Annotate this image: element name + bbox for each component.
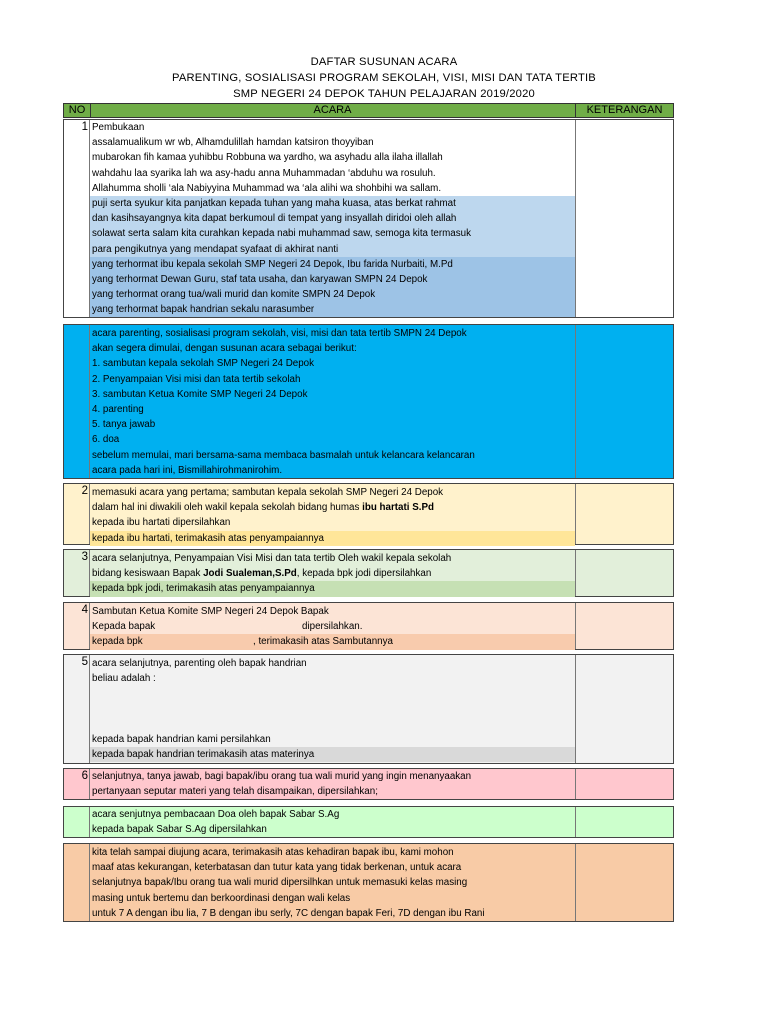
agenda-line: puji serta syukur kita panjatkan kepada tuhan yang maha kuasa, atas berkat rahmat [90,196,575,211]
agenda-line: Allahumma sholli ‘ala Nabiyyina Muhammad wa ‘ala alihi wa shohbihi wa sallam. [90,181,575,196]
agenda-text: dipersilahkan. [302,621,363,633]
keterangan-cell [575,655,673,763]
block-number: 6 [64,769,90,799]
agenda-line: para pengikutnya yang mendapat syafaat di akhirat nanti [90,242,575,257]
agenda-block-6 [63,768,674,800]
block-content [90,326,575,478]
speaker-name: ibu hartati S.Pd [362,502,434,514]
block-number: 3 [64,550,90,596]
title-line-2: PARENTING, SOSIALISASI PROGRAM SEKOLAH, VISI, MISI DAN TATA TERTIB [172,72,596,84]
agenda-line: kepada bapak handrian terimakasih atas materinya [90,747,575,762]
header-no: NO [64,104,91,117]
agenda-line: 3. sambutan Ketua Komite SMP Negeri 24 Depok [92,388,308,400]
agenda-line [90,619,575,634]
block-content [90,551,575,597]
agenda-block-4 [63,602,674,650]
agenda-line [90,634,575,649]
agenda-line: yang terhormat bapak handrian sekalu narasumber [90,302,575,317]
agenda-line: dan kasihsayangnya kita dapat berkumoul di tempat yang insyallah diridoi oleh allah [90,211,575,226]
agenda-line: akan segera dimulai, dengan susunan acara sebagai berikut: [92,343,357,355]
agenda-line: kepada ibu hartati, terimakasih atas penyampaiannya [90,531,575,546]
agenda-line: yang terhormat ibu kepala sekolah SMP Negeri 24 Depok, Ibu farida Nurbaiti, M.Pd [90,257,575,272]
agenda-line: kepada ibu hartati dipersilahkan [92,517,231,529]
agenda-block-5 [63,654,674,764]
block-content [90,845,575,921]
agenda-line: untuk 7 A dengan ibu lia, 7 B dengan ibu serly, 7C dengan bapak Feri, 7D dengan ibu Rani [92,907,485,919]
keterangan-cell [575,325,673,478]
agenda-line: mubarokan fih kamaa yuhibbu Robbuna wa yardho, wa asyhadu alla ilaha illallah [90,150,575,165]
agenda-block-1 [63,119,674,318]
block-content [90,485,575,546]
keterangan-cell [575,807,673,837]
agenda-line: masing untuk bertemu dan berkoordinasi dengan wali kelas [92,892,351,904]
title-line-1: DAFTAR SUSUNAN ACARA [310,56,458,68]
agenda-line: acara parenting, sosialisasi program sekolah, visi, misi dan tata tertib SMPN 24 Depok [92,328,467,339]
agenda-line: yang terhormat orang tua/wali murid dan komite SMPN 24 Depok [90,287,575,302]
table-header [63,103,674,118]
agenda-line: 4. parenting [92,403,144,415]
agenda-block-intro [63,324,674,479]
agenda-line: wahdahu laa syarika lah wa asy-hadu anna Muhammadan ‘abduhu wa rosuluh. [90,166,575,181]
agenda-line: memasuki acara yang pertama; sambutan kepala sekolah SMP Negeri 24 Depok [92,487,444,498]
speaker-name: Jodi Sualeman,S.Pd [203,568,297,580]
agenda-line: Pembukaan [90,120,575,135]
document-title [0,54,768,102]
agenda-line: kepada bapak Sabar S.Ag dipersilahkan [92,824,267,836]
block-content [90,604,575,650]
agenda-line: acara selanjutnya, parenting oleh bapak handrian [92,658,307,669]
keterangan-cell [575,769,673,799]
block-content [90,120,575,317]
agenda-line: maaf atas kekurangan, keterbatasan dan tutur kata yang tidak berkenan, untuk acara [92,862,462,874]
agenda-line: kita telah sampai diujung acara, terimakasih atas kehadiran bapak ibu, kami mohon [92,847,454,858]
block-number: 1 [64,120,90,317]
agenda-line [90,566,575,581]
agenda-line: 5. tanya jawab [92,419,156,431]
keterangan-cell [575,484,673,544]
keterangan-cell [575,844,673,921]
agenda-block-doa [63,806,674,838]
keterangan-cell [575,550,673,596]
agenda-line: yang terhormat Dewan Guru, staf tata usaha, dan karyawan SMPN 24 Depok [90,272,575,287]
block-number [64,844,90,921]
header-keterangan: KETERANGAN [586,104,663,116]
agenda-line: pertanyaan seputar materi yang telah disampaikan, dipersilahkan; [92,786,378,798]
agenda-line: solawat serta salam kita curahkan kepada nabi muhammad saw, semoga kita termasuk [90,226,575,241]
agenda-line: Sambutan Ketua Komite SMP Negeri 24 Depok Bapak [92,606,329,617]
agenda-text: bidang kesiswaan Bapak [92,568,204,580]
block-content [90,656,575,762]
agenda-line: acara senjutnya pembacaan Doa oleh bapak Sabar S.Ag [92,809,340,820]
agenda-text: Kepada bapak [92,621,156,633]
keterangan-cell [575,603,673,649]
agenda-text: kepada bpk [92,636,143,648]
block-content [90,769,575,799]
agenda-line [90,702,575,717]
block-number: 2 [64,484,90,544]
agenda-line: 2. Penyampaian Visi misi dan tata tertib sekolah [92,373,301,385]
keterangan-cell [575,120,673,317]
agenda-text: , kepada bpk jodi dipersilahkan [296,568,432,580]
block-content [90,807,575,837]
agenda-line: assalamualikum wr wb, Alhamdulillah hamdan katsiron thoyyiban [90,135,575,150]
agenda-line [90,717,575,732]
block-number [64,325,90,478]
agenda-line: acara pada hari ini, Bismillahirohmanirohim. [92,464,283,476]
block-number: 4 [64,603,90,649]
agenda-line: selanjutnya, tanya jawab, bagi bapak/ibu orang tua wali murid yang ingin menanyaakan [92,771,472,782]
agenda-line: kepada bapak handrian kami persilahkan [92,733,271,745]
block-number [64,807,90,837]
agenda-line [90,686,575,701]
block-number: 5 [64,655,90,763]
agenda-text: , terimakasih atas Sambutannya [253,636,393,648]
agenda-line: beliau adalah : [92,673,156,685]
agenda-block-closing [63,843,674,922]
agenda-line: selanjutnya bapak/Ibu orang tua wali murid dipersilhkan untuk memasuki kelas masing [92,877,468,889]
agenda-block-3 [63,549,674,597]
title-line-3: SMP NEGERI 24 DEPOK TAHUN PELAJARAN 2019/2020 [233,88,535,100]
agenda-block-2 [63,483,674,545]
agenda-line: sebelum memulai, mari bersama-sama membaca basmalah untuk kelancara kelancaran [92,449,475,461]
agenda-line [90,500,575,515]
agenda-text: dalam hal ini diwakili oleh wakil kepala sekolah bidang humas [92,502,363,514]
agenda-line: 6. doa [92,434,120,446]
agenda-line: kepada bpk jodi, terimakasih atas penyampaiannya [90,581,575,596]
agenda-line: acara selanjutnya, Penyampaian Visi Misi dan tata tertib Oleh wakil kepala sekolah [92,553,452,564]
agenda-line: 1. sambutan kepala sekolah SMP Negeri 24 Depok [92,358,315,370]
header-acara: ACARA [90,104,576,117]
